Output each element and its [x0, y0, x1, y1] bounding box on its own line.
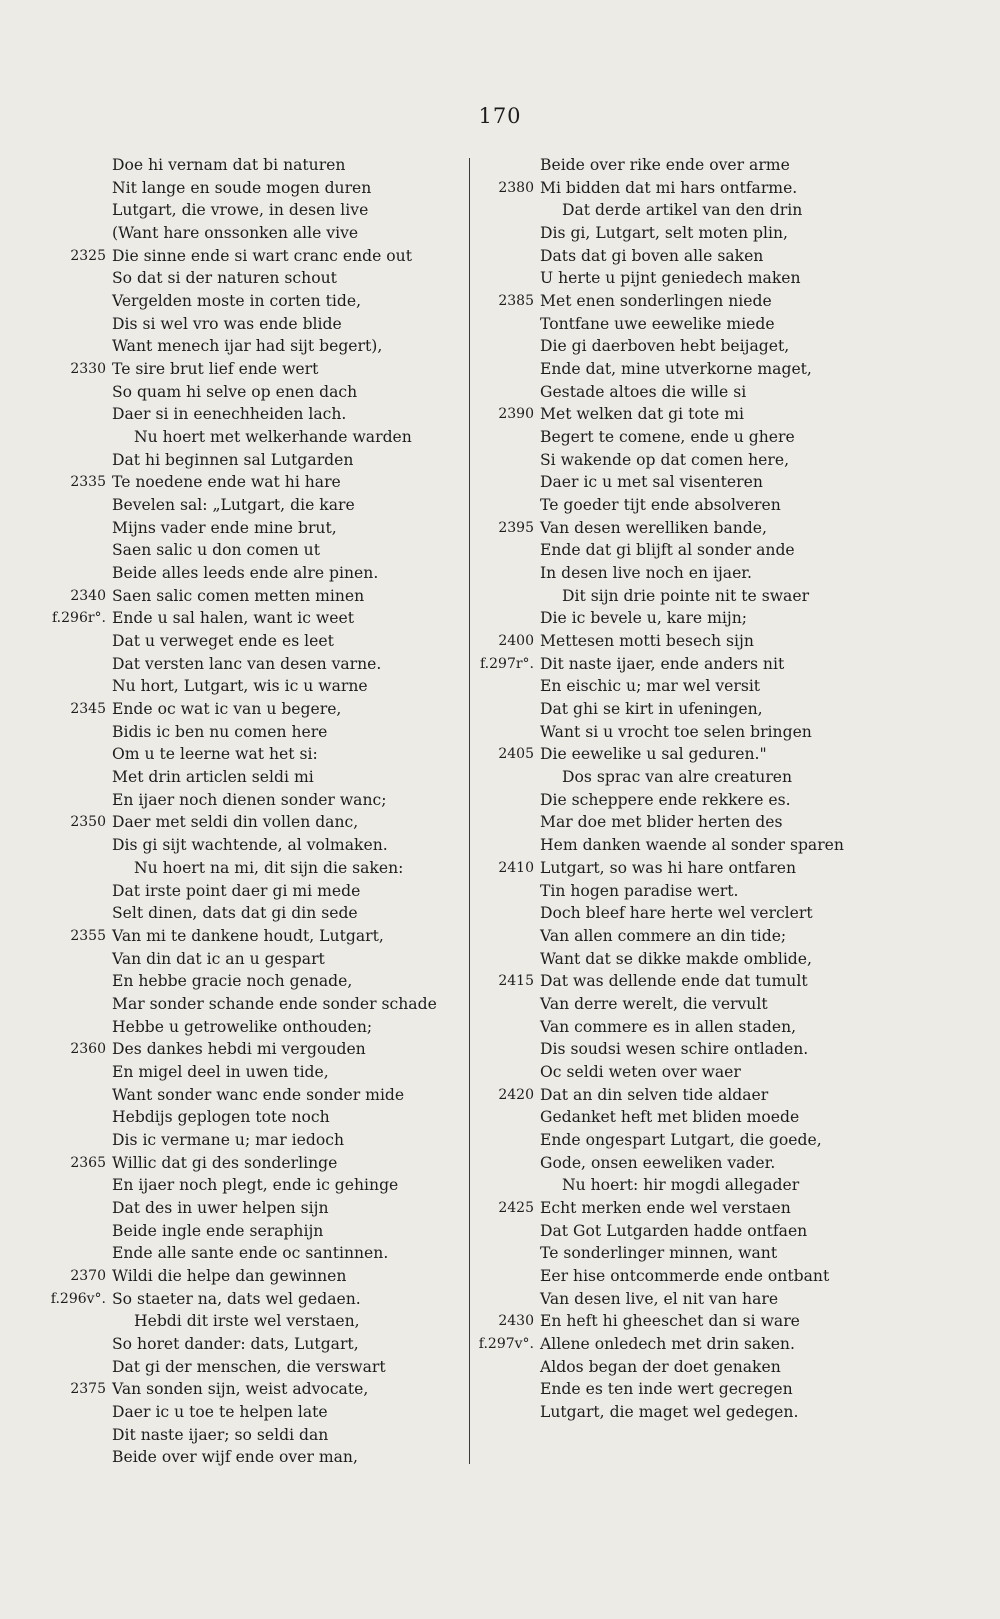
- verse-text: En heft hi gheeschet dan si ware: [540, 1312, 800, 1331]
- verse-line: [478, 653, 878, 676]
- verse-line: [478, 857, 878, 880]
- verse-line: [478, 222, 878, 245]
- verse-line: [478, 1038, 878, 1061]
- verse-line: [478, 743, 878, 766]
- verse-line: [50, 1401, 450, 1424]
- verse-line: [50, 970, 450, 993]
- verse-line: [50, 1356, 450, 1379]
- line-number: 2325: [70, 247, 106, 264]
- verse-line: [50, 562, 450, 585]
- verse-text: Ende ongespart Lutgart, die goede,: [540, 1130, 822, 1149]
- verse-text: Ende oc wat ic van u begere,: [112, 700, 342, 719]
- line-number: 2365: [70, 1154, 106, 1171]
- verse-text: So quam hi selve op enen dach: [112, 382, 358, 401]
- verse-text: Lutgart, so was hi hare ontfaren: [540, 858, 796, 877]
- line-number: 2345: [70, 701, 106, 718]
- verse-text: Mi bidden dat mi hars ontfarme.: [540, 178, 798, 197]
- verse-line: [50, 1220, 450, 1243]
- verse-line: [478, 1265, 878, 1288]
- verse-text: Met enen sonderlingen niede: [540, 292, 772, 311]
- verse-line: [50, 811, 450, 834]
- verse-text: Hebdijs geplogen tote noch: [112, 1108, 330, 1127]
- verse-text: Ende dat, mine utverkorne maget,: [540, 360, 812, 379]
- verse-text: Dis gi sijt wachtende, al volmaken.: [112, 836, 388, 855]
- line-number: 2340: [70, 587, 106, 604]
- verse-line: [478, 517, 878, 540]
- verse-line: [478, 245, 878, 268]
- verse-text: Gode, onsen eeweliken vader.: [540, 1153, 776, 1172]
- line-number: 2400: [498, 633, 534, 650]
- verse-line: [478, 970, 878, 993]
- verse-line: [50, 426, 450, 449]
- verse-text: Dat u verweget ende es leet: [112, 632, 334, 651]
- verse-text: Nu hort, Lutgart, wis ic u warne: [112, 677, 368, 696]
- verse-text: Want sonder wanc ende sonder mide: [112, 1085, 405, 1104]
- verse-text: Doe hi vernam dat bi naturen: [112, 156, 346, 174]
- right-text-column: [478, 154, 878, 1424]
- verse-line: [478, 925, 878, 948]
- verse-line: [478, 721, 878, 744]
- verse-line: [50, 698, 450, 721]
- verse-text: Te goeder tijt ende absolveren: [540, 496, 781, 515]
- line-number: 2360: [70, 1041, 106, 1058]
- verse-line: [50, 1333, 450, 1356]
- verse-line: [50, 403, 450, 426]
- verse-line: [478, 1288, 878, 1311]
- verse-text: Dats dat gi boven alle saken: [540, 246, 764, 265]
- verse-text: Die gi daerboven hebt beijaget,: [540, 337, 790, 356]
- verse-text: Ende u sal halen, want ic weet: [112, 609, 355, 628]
- verse-text: Nu hoert met welkerhande warden: [134, 428, 412, 447]
- verse-line: [50, 721, 450, 744]
- verse-line: [478, 449, 878, 472]
- line-number: 2395: [498, 519, 534, 536]
- verse-text: Dat derde artikel van den drin: [562, 201, 803, 220]
- verse-line: [50, 585, 450, 608]
- verse-line: [50, 471, 450, 494]
- line-number: 2420: [498, 1086, 534, 1103]
- verse-text: Hem danken waende al sonder sparen: [540, 836, 844, 855]
- verse-line: [50, 267, 450, 290]
- verse-text: Met drin articlen seldi mi: [112, 768, 314, 787]
- verse-line: [478, 948, 878, 971]
- line-number: 2375: [70, 1381, 106, 1398]
- verse-text: Saen salic comen metten minen: [112, 586, 365, 605]
- line-number: 2415: [498, 973, 534, 990]
- verse-text: Doch bleef hare herte wel verclert: [540, 904, 813, 923]
- verse-line: [478, 426, 878, 449]
- verse-text: Tontfane uwe eewelike miede: [540, 314, 775, 333]
- verse-line: [50, 630, 450, 653]
- verse-line: [478, 880, 878, 903]
- verse-text: (Want hare onssonken alle vive: [112, 224, 359, 243]
- verse-text: Ende es ten inde wert gecregen: [540, 1380, 793, 1399]
- verse-line: [50, 199, 450, 222]
- verse-text: Bevelen sal: „Lutgart, die kare: [112, 496, 355, 515]
- verse-text: U herte u pijnt geniedech maken: [540, 269, 801, 288]
- verse-line: [478, 154, 878, 177]
- verse-line: [478, 766, 878, 789]
- verse-text: Dat was dellende ende dat tumult: [540, 972, 808, 991]
- verse-line: [50, 925, 450, 948]
- verse-line: [478, 199, 878, 222]
- verse-text: En eischic u; mar wel versit: [540, 677, 761, 696]
- verse-line: [478, 1061, 878, 1084]
- verse-text: Dat versten lanc van desen varne.: [112, 654, 382, 673]
- verse-line: [478, 1333, 878, 1356]
- verse-text: So horet dander: dats, Lutgart,: [112, 1334, 359, 1353]
- verse-line: [478, 403, 878, 426]
- verse-line: [478, 993, 878, 1016]
- verse-line: [50, 539, 450, 562]
- verse-line: [50, 1152, 450, 1175]
- verse-line: [50, 1106, 450, 1129]
- verse-text: Die scheppere ende rekkere es.: [540, 790, 791, 809]
- verse-text: Om u te leerne wat het si:: [112, 745, 318, 764]
- verse-line: [50, 381, 450, 404]
- verse-line: [478, 607, 878, 630]
- verse-text: En ijaer noch dienen sonder wanc;: [112, 790, 387, 809]
- verse-text: Beide ingle ende seraphijn: [112, 1221, 324, 1240]
- verse-text: Vergelden moste in corten tide,: [112, 292, 362, 311]
- verse-line: [50, 449, 450, 472]
- verse-line: [478, 267, 878, 290]
- verse-text: Die ic bevele u, kare mijn;: [540, 609, 748, 628]
- verse-text: So dat si der naturen schout: [112, 269, 337, 288]
- verse-text: Van din dat ic an u gespart: [112, 949, 325, 968]
- verse-text: Van allen commere an din tide;: [540, 926, 787, 945]
- verse-text: Dis soudsi wesen schire ontladen.: [540, 1040, 809, 1059]
- verse-line: [478, 1356, 878, 1379]
- verse-text: Te sonderlinger minnen, want: [540, 1244, 778, 1263]
- verse-line: [50, 177, 450, 200]
- line-number: f.296r°.: [52, 610, 106, 627]
- verse-text: Wildi die helpe dan gewinnen: [112, 1266, 347, 1285]
- verse-line: [50, 1174, 450, 1197]
- verse-line: [478, 177, 878, 200]
- verse-text: Dit naste ijaer; so seldi dan: [112, 1425, 329, 1444]
- verse-line: [478, 1378, 878, 1401]
- verse-line: [50, 993, 450, 1016]
- line-number: f.297r°.: [480, 655, 534, 672]
- verse-text: Want si u vrocht toe selen bringen: [540, 722, 812, 741]
- verse-text: Daer ic u toe te helpen late: [112, 1402, 328, 1421]
- verse-line: [50, 880, 450, 903]
- verse-text: Mar sonder schande ende sonder schade: [112, 994, 437, 1013]
- verse-line: [50, 653, 450, 676]
- verse-line: [50, 494, 450, 517]
- verse-line: [478, 1106, 878, 1129]
- verse-text: Dat Got Lutgarden hadde ontfaen: [540, 1221, 808, 1240]
- verse-text: Dis ic vermane u; mar iedoch: [112, 1130, 345, 1149]
- verse-line: [478, 1174, 878, 1197]
- verse-text: Dis si wel vro was ende blide: [112, 314, 342, 333]
- verse-line: [50, 1197, 450, 1220]
- line-number: f.296v°.: [50, 1290, 106, 1307]
- verse-text: Dis gi, Lutgart, selt moten plin,: [540, 224, 788, 243]
- verse-line: [478, 811, 878, 834]
- verse-line: [478, 562, 878, 585]
- verse-text: Van desen werelliken bande,: [540, 518, 767, 537]
- verse-line: [50, 1424, 450, 1447]
- verse-line: [50, 1310, 450, 1333]
- verse-text: Echt merken ende wel verstaen: [540, 1198, 791, 1217]
- verse-line: [478, 675, 878, 698]
- verse-line: [50, 948, 450, 971]
- verse-line: [478, 1242, 878, 1265]
- verse-text: Bidis ic ben nu comen here: [112, 722, 328, 741]
- verse-text: Selt dinen, dats dat gi din sede: [112, 904, 358, 923]
- line-number: 2425: [498, 1199, 534, 1216]
- verse-line: [478, 313, 878, 336]
- verse-line: [50, 154, 450, 177]
- verse-line: [50, 1265, 450, 1288]
- verse-line: [478, 494, 878, 517]
- verse-text: Eer hise ontcommerde ende ontbant: [540, 1266, 830, 1285]
- verse-text: Beide over wijf ende over man,: [112, 1448, 358, 1467]
- verse-line: [478, 834, 878, 857]
- verse-line: [50, 1378, 450, 1401]
- verse-line: [478, 335, 878, 358]
- verse-text: Van sonden sijn, weist advocate,: [112, 1380, 369, 1399]
- verse-line: [50, 1446, 450, 1469]
- line-number: 2390: [498, 406, 534, 423]
- verse-line: [478, 471, 878, 494]
- verse-text: Gestade altoes die wille si: [540, 382, 747, 401]
- verse-line: [50, 766, 450, 789]
- verse-text: Want menech ijar had sijt begert),: [112, 337, 383, 356]
- line-number: f.297v°.: [478, 1335, 534, 1352]
- verse-text: Gedanket heft met bliden moede: [540, 1108, 800, 1127]
- verse-text: Des dankes hebdi mi vergouden: [112, 1040, 366, 1059]
- verse-line: [50, 1129, 450, 1152]
- verse-text: Van derre werelt, die vervult: [540, 994, 768, 1013]
- verse-text: Dit sijn drie pointe nit te swaer: [562, 586, 810, 605]
- verse-line: [478, 1220, 878, 1243]
- verse-text: Lutgart, die vrowe, in desen live: [112, 201, 369, 220]
- line-number: 2355: [70, 927, 106, 944]
- verse-text: So staeter na, dats wel gedaen.: [112, 1289, 361, 1308]
- verse-text: Die sinne ende si wart cranc ende out: [112, 246, 412, 265]
- verse-text: Dit naste ijaer, ende anders nit: [540, 654, 785, 673]
- verse-text: Dos sprac van alre creaturen: [562, 768, 793, 787]
- verse-text: Van mi te dankene houdt, Lutgart,: [112, 926, 384, 945]
- verse-text: Mijns vader ende mine brut,: [112, 518, 337, 537]
- verse-text: Beide alles leeds ende alre pinen.: [112, 564, 379, 583]
- verse-text: En ijaer noch plegt, ende ic gehinge: [112, 1176, 399, 1195]
- verse-line: [50, 222, 450, 245]
- verse-line: [478, 1129, 878, 1152]
- verse-text: Hebdi dit irste wel verstaen,: [134, 1312, 360, 1331]
- verse-line: [50, 335, 450, 358]
- verse-text: Allene onledech met drin saken.: [540, 1334, 795, 1353]
- verse-text: Daer si in eenechheiden lach.: [112, 405, 347, 424]
- verse-line: [478, 358, 878, 381]
- verse-text: Nu hoert: hir mogdi allegader: [562, 1176, 800, 1195]
- verse-line: [50, 517, 450, 540]
- verse-line: [478, 789, 878, 812]
- line-number: 2330: [70, 361, 106, 378]
- verse-line: [478, 381, 878, 404]
- verse-line: [50, 743, 450, 766]
- verse-line: [478, 290, 878, 313]
- verse-text: Te sire brut lief ende wert: [112, 360, 319, 379]
- verse-line: [50, 902, 450, 925]
- column-divider: [469, 158, 470, 1464]
- verse-line: [478, 585, 878, 608]
- verse-line: [50, 1288, 450, 1311]
- verse-line: [50, 834, 450, 857]
- verse-text: En hebbe gracie noch genade,: [112, 972, 353, 991]
- verse-line: [478, 1016, 878, 1039]
- verse-text: Si wakende op dat comen here,: [540, 450, 790, 469]
- verse-text: Saen salic u don comen ut: [112, 541, 320, 560]
- line-number: 2385: [498, 293, 534, 310]
- verse-text: Die eewelike u sal geduren.": [540, 745, 767, 764]
- verse-line: [50, 789, 450, 812]
- page-number: 170: [478, 104, 522, 128]
- verse-text: En migel deel in uwen tide,: [112, 1062, 329, 1081]
- verse-text: Van desen live, el nit van hare: [540, 1289, 779, 1308]
- verse-text: Daer ic u met sal visenteren: [540, 473, 763, 492]
- verse-text: Lutgart, die maget wel gedegen.: [540, 1402, 799, 1421]
- verse-line: [478, 539, 878, 562]
- verse-text: Hebbe u getrowelike onthouden;: [112, 1017, 373, 1036]
- verse-line: [50, 313, 450, 336]
- verse-text: Van commere es in allen staden,: [540, 1017, 797, 1036]
- verse-text: Dat irste point daer gi mi mede: [112, 881, 361, 900]
- verse-text: Willic dat gi des sonderlinge: [112, 1153, 338, 1172]
- verse-text: Want dat se dikke makde omblide,: [540, 949, 812, 968]
- verse-text: Nit lange en soude mogen duren: [112, 178, 372, 197]
- verse-line: [50, 1061, 450, 1084]
- verse-text: Tin hogen paradise wert.: [540, 881, 739, 900]
- verse-text: Dat ghi se kirt in ufeningen,: [540, 700, 763, 719]
- verse-text: Dat des in uwer helpen sijn: [112, 1198, 329, 1217]
- verse-text: Ende alle sante ende oc santinnen.: [112, 1244, 389, 1263]
- verse-text: Dat an din selven tide aldaer: [540, 1085, 769, 1104]
- verse-text: Aldos began der doet genaken: [540, 1357, 781, 1376]
- line-number: 2380: [498, 179, 534, 196]
- line-number: 2430: [498, 1313, 534, 1330]
- verse-line: [478, 902, 878, 925]
- line-number: 2410: [498, 859, 534, 876]
- verse-text: Dat hi beginnen sal Lutgarden: [112, 450, 354, 469]
- verse-line: [478, 1084, 878, 1107]
- verse-line: [478, 1310, 878, 1333]
- line-number: 2405: [498, 746, 534, 763]
- verse-line: [50, 1084, 450, 1107]
- verse-line: [50, 1016, 450, 1039]
- verse-text: Oc seldi weten over waer: [540, 1062, 741, 1081]
- verse-line: [50, 1038, 450, 1061]
- verse-line: [478, 1401, 878, 1424]
- line-number: 2350: [70, 814, 106, 831]
- verse-line: [50, 290, 450, 313]
- verse-text: In desen live noch en ijaer.: [540, 564, 753, 583]
- verse-text: Nu hoert na mi, dit sijn die saken:: [134, 858, 404, 877]
- verse-line: [50, 857, 450, 880]
- verse-text: Beide over rike ende over arme: [540, 156, 790, 174]
- verse-text: Daer met seldi din vollen danc,: [112, 813, 359, 832]
- line-number: 2370: [70, 1267, 106, 1284]
- line-number: 2335: [70, 474, 106, 491]
- verse-line: [478, 1197, 878, 1220]
- verse-line: [50, 245, 450, 268]
- verse-line: [478, 1152, 878, 1175]
- verse-line: [478, 630, 878, 653]
- verse-line: [50, 675, 450, 698]
- verse-text: Mar doe met blider herten des: [540, 813, 783, 832]
- verse-line: [50, 607, 450, 630]
- verse-text: Dat gi der menschen, die verswart: [112, 1357, 386, 1376]
- verse-text: Mettesen motti besech sijn: [540, 632, 754, 651]
- verse-line: [478, 698, 878, 721]
- verse-text: Met welken dat gi tote mi: [540, 405, 744, 424]
- verse-line: [50, 1242, 450, 1265]
- verse-text: Ende dat gi blijft al sonder ande: [540, 541, 795, 560]
- left-text-column: [50, 154, 450, 1469]
- verse-line: [50, 358, 450, 381]
- verse-text: Te noedene ende wat hi hare: [112, 473, 341, 492]
- verse-text: Begert te comene, ende u ghere: [540, 428, 795, 447]
